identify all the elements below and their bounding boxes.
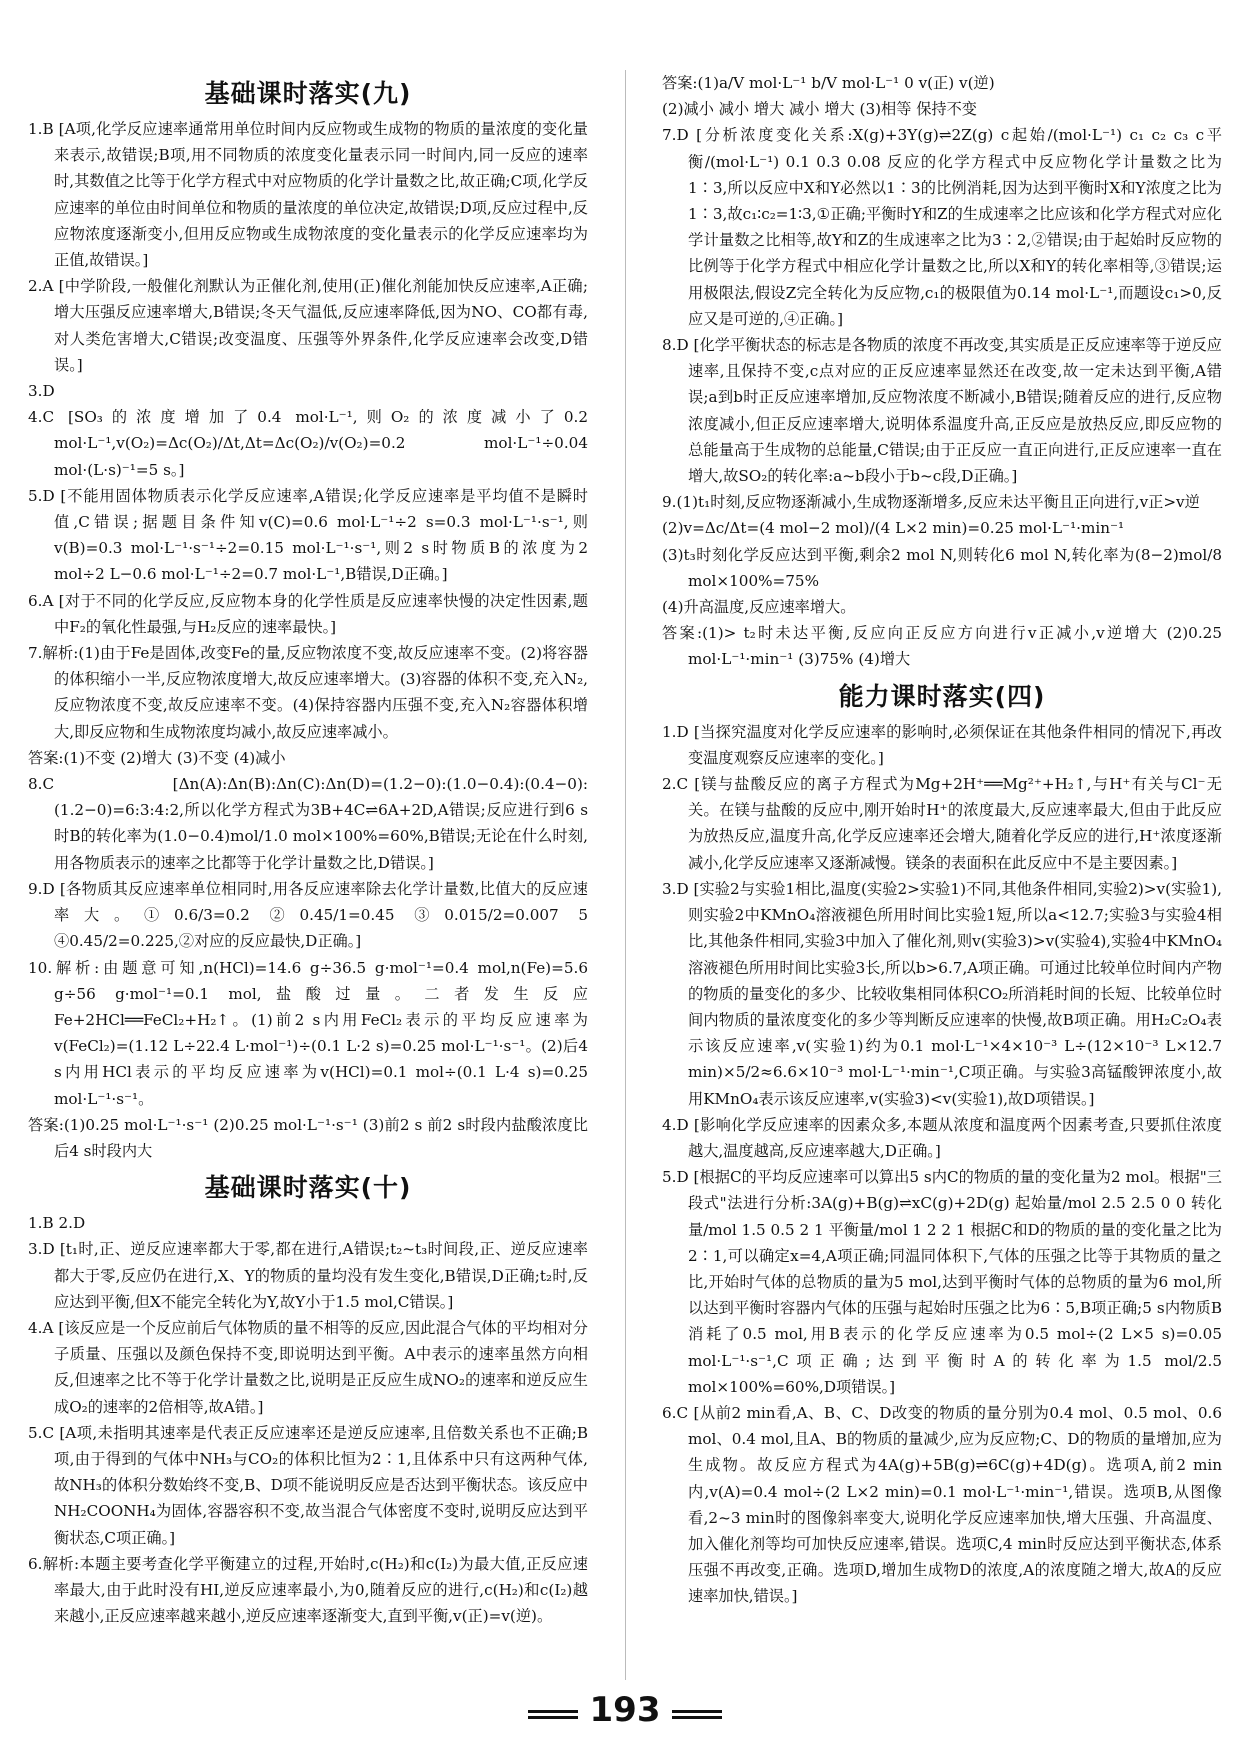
section-title-10: 基础课时落实(十) (204, 1173, 412, 1203)
answers-section-10-cont (662, 70, 1222, 673)
answer-item: 4.D [影响化学反应速率的因素众多,本题从浓度和温度两个因素考查,只要抓住浓度越大,温度越高,反应速率越大,D正确。] (662, 1115, 1222, 1160)
answer-item: 6.解析:本题主要考查化学平衡建立的过程,开始时,c(H₂)和c(I₂)为最大值,正反应速率最大,由于此时没有HI,逆反应速率最小,为0,随着反应的进行,c(H₂)和c(I₂)越来越小,正反应速率越来越小,逆反应速率逐渐变大,直到平衡,v(正)=v(逆)。 (28, 1554, 588, 1626)
footer-rule-right (672, 1710, 722, 1713)
answer-item: 9.D [各物质其反应速率单位相同时,用各反应速率除去化学计量数,比值大的反应速率大。①0.6/3=0.2 ②0.45/1=0.45 ③0.015/2=0.007 5 ④0.45/2=0.225,②对应的反应最快,D正确。] (28, 879, 588, 951)
page-footer (0, 1690, 1250, 1730)
column-divider (625, 70, 626, 1680)
answer-item: 7.解析:(1)由于Fe是固体,改变Fe的量,反应物浓度不变,故反应速率不变。(2)将容器的体积缩小一半,反应物浓度增大,故反应速率增大。(3)容器的体积不变,充入N₂,反应物浓度不变,故反应速率不变。(4)保持容器内压强不变,充入N₂容器体积增大,即反应物和生成物浓度均减小,故反应速率减小。 (28, 644, 588, 741)
answer-item: 5.D [根据C的平均反应速率可以算出5 s内C的物质的量的变化量为2 mol。根据"三段式"法进行分析:3A(g)+B(g)⇌xC(g)+2D(g) 起始量/mol 2.5 2.5 0 0 转化量/mol 1.5 0.5 2 1 平衡量/mol 1 2 2 1 根据C和D的物质的量的变化量之比为2∶1,可以确定x=4,A项正确;同温同体积下,气体的压强之比等于其物质的量之比,开始时气体的总物质的量为5 mol,达到平衡时气体的总物质的量为6 mol,所以达到平衡时容器内气体的压强与起始时压强之比为6∶5,B项正确;5 s内物质B消耗了0.5 mol,用B表示的化学反应速率为0.5 mol÷(2 L×5 s)=0.05 mol·L⁻¹·s⁻¹,C项正确;达到平衡时A的转化率为1.5 mol/2.5 mol×100%=60%,D项错误。] (662, 1168, 1222, 1396)
answer-item: (3)t₃时刻化学反应达到平衡,剩余2 mol N,则转化6 mol N,转化率为(8−2)mol/8 mol×100%=75% (662, 545, 1222, 590)
answer-item: 4.C [SO₃的浓度增加了0.4 mol·L⁻¹,则O₂的浓度减小了0.2 mol·L⁻¹,v(O₂)=Δc(O₂)/Δt,Δt=Δc(O₂)/v(O₂)=0.2 mol·L⁻¹÷0.04 mol·(L·s)⁻¹=5 s。] (28, 408, 588, 479)
answer-item: 3.D [实验2与实验1相比,温度(实验2>实验1)不同,其他条件相同,实验2)>v(实验1),则实验2中KMnO₄溶液褪色所用时间比实验1短,所以a<12.7;实验3与实验4相比,其他条件相同,实验3中加入了催化剂,则v(实验3)>v(实验4),实验4中KMnO₄溶液褪色所用时间比实验3长,所以b>6.7,A项正确。可通过比较单位时间内产物的物质的量变化的多少、比较收集相同体积CO₂所消耗时间的长短、比较单位时间内物质的量浓度变化的多少等判断反应速率的快慢,故B项正确。用H₂C₂O₄表示该反应速率,v(实验1)约为0.1 mol·L⁻¹×4×10⁻³ L÷(12×10⁻³ L×12.7 min)×5/2≈6.6×10⁻³ mol·L⁻¹·min⁻¹,C项正确。与实验3高锰酸钾浓度小,故用KMnO₄表示该反应速率,v(实验3)<v(实验1),故D项错误。] (662, 879, 1222, 1108)
section-title-9: 基础课时落实(九) (204, 79, 412, 108)
answer-item: 1.D [当探究温度对化学反应速率的影响时,必须保证在其他条件相同的情况下,再改变温度观察反应速率的变化。] (662, 722, 1222, 767)
answer-item: 5.D [不能用固体物质表示化学反应速率,A错误;化学反应速率是平均值不是瞬时值,C错误;据题目条件知v(C)=0.6 mol·L⁻¹÷2 s=0.3 mol·L⁻¹·s⁻¹,则v(B)=0.3 mol·L⁻¹·s⁻¹÷2=0.15 mol·L⁻¹·s⁻¹,则2 s时物质B的浓度为2 mol÷2 L−0.6 mol·L⁻¹÷2=0.7 mol·L⁻¹,B错误,D正确。] (28, 486, 588, 584)
right-column (662, 70, 1222, 1610)
answers-section-9 (28, 116, 588, 1164)
answers-ability-4 (662, 719, 1222, 1610)
answer-item: 4.A [该反应是一个反应前后气体物质的量不相等的反应,因此混合气体的平均相对分子质量、压强以及颜色保持不变,即说明达到平衡。A中表示的速率虽然方向相反,但速率之比不等于化学计量数之比,说明是正反应生成NO₂的速率和逆反应生成O₂的速率的2倍相等,故A错。] (28, 1318, 588, 1416)
answers-section-10 (28, 1210, 588, 1629)
answer-item: 3.D [t₁时,正、逆反应速率都大于零,都在进行,A错误;t₂~t₃时间段,正、逆反应速率都大于零,反应仍在进行,X、Y的物质的量均没有发生变化,B错误,D正确;t₂时,反应达到平衡,但X不能完全转化为Y,故Y小于1.5 mol,C错误。] (28, 1240, 588, 1311)
answer-item: 7.D [分析浓度变化关系:X(g)+3Y(g)⇌2Z(g) c起始/(mol·L⁻¹) c₁ c₂ c₃ c平衡/(mol·L⁻¹) 0.1 0.3 0.08 反应的化学方程式中反应物化学计量数之比为1∶3,所以反应中X和Y必然以1∶3的比例消耗,因为达到平衡时X和Y浓度之比为1∶3,故c₁∶c₂=1∶3,①正确;平衡时Y和Z的生成速率之比应该和化学方程式对应化学计量数之比相等,故Y和Z的生成速率之比为3∶2,②错误;由于起始时反应物的比例等于化学方程式中相应化学计量数之比,所以X和Y的转化率相等,③错误;运用极限法,假设Z完全转化为反应物,c₁的极限值为0.14 mol·L⁻¹,而题设c₁>0,反应又是可逆的,④正确。] (662, 126, 1222, 328)
section-title-ability-4: 能力课时落实(四) (838, 681, 1046, 711)
answer-item: 1.B [A项,化学反应速率通常用单位时间内反应物或生成物的物质的量浓度的变化量来表示,故错误;B项,用不同物质的浓度变化量表示同一时间内,同一反应的速率时,其数值之比等于化学方程式中对应物质的化学计量数之比,故正确;C项,化学反应速率的单位由时间单位和物质的量浓度的单位决定,故错误;D项,反应过程中,反应物浓度逐渐变小,但用反应物或生成物浓度的变化量表示的化学反应速率均为正值,故错误。] (28, 120, 588, 270)
answer-item: 10.解析:由题意可知,n(HCl)=14.6 g÷36.5 g·mol⁻¹=0.4 mol,n(Fe)=5.6 g÷56 g·mol⁻¹=0.1 mol,盐酸过量。二者发生反应Fe+2HCl══FeCl₂+H₂↑。(1)前2 s内用FeCl₂表示的平均反应速率为v(FeCl₂)=(1.12 L÷22.4 L·mol⁻¹)÷(0.1 L·2 s)=0.25 mol·L⁻¹·s⁻¹。(2)后4 s内用HCl表示的平均反应速率为v(HCl)=0.1 mol÷(0.1 L·4 s)=0.25 mol·L⁻¹·s⁻¹。 (28, 958, 588, 1108)
page-number: 193 (589, 1690, 661, 1730)
answer-item: 8.C [Δn(A):Δn(B):Δn(C):Δn(D)=(1.2−0):(1.0−0.4):(0.4−0):(1.2−0)=6:3:4:2,所以化学方程式为3B+4C⇌6A+2D,A错误;反应进行到6 s时B的转化率为(1.0−0.4)mol/1.0 mol×100%=60%,B错误;无论在什么时刻,用各物质表示的速率之比都等于化学计量数之比,D错误。] (28, 775, 588, 872)
answer-item: 2.A [中学阶段,一般催化剂默认为正催化剂,使用(正)催化剂能加快反应速率,A正确;增大压强反应速率增大,B错误;冬天气温低,反应速率降低,因为NO、CO都有毒,对人类危害增大,C错误;改变温度、压强等外界条件,化学反应速率会改变,D错误。] (28, 277, 588, 374)
answer-item: 答案:(1)a/V mol·L⁻¹ b/V mol·L⁻¹ 0 v(正) v(逆) (662, 74, 995, 92)
answer-item: 答案:(1)0.25 mol·L⁻¹·s⁻¹ (2)0.25 mol·L⁻¹·s⁻¹ (3)前2 s 前2 s时段内盐酸浓度比后4 s时段内大 (28, 1115, 588, 1160)
answer-item: (2)v=Δc/Δt=(4 mol−2 mol)/(4 L×2 min)=0.25 mol·L⁻¹·min⁻¹ (662, 519, 1125, 538)
answer-item: 5.C [A项,未指明其速率是代表正反应速率还是逆反应速率,且倍数关系也不正确;B项,由于得到的气体中NH₃与CO₂的体积比恒为2∶1,且体系中只有这两种气体,故NH₃的体积分数始终不变,B、D项不能说明反应是否达到平衡状态。该反应中NH₂COONH₄为固体,容器容积不变,故当混合气体密度不变时,说明反应达到平衡状态,C项正确。] (28, 1423, 588, 1547)
answer-item: 2.C [镁与盐酸反应的离子方程式为Mg+2H⁺══Mg²⁺+H₂↑,与H⁺有关与Cl⁻无关。在镁与盐酸的反应中,刚开始时H⁺的浓度最大,反应速率最大,但由于此反应为放热反应,温度升高,化学反应速率还会增大,随着化学反应的进行,H⁺浓度逐渐减小,化学反应速率又逐渐减慢。镁条的表面积在此反应中不是主要因素。] (662, 775, 1222, 872)
left-column (28, 70, 588, 1629)
answer-item: (4)升高温度,反应速率增大。 (662, 598, 856, 617)
answer-item: 答案:(1)> t₂时未达平衡,反应向正反应方向进行v正减小,v逆增大 (2)0.25 mol·L⁻¹·min⁻¹ (3)75% (4)增大 (662, 624, 1222, 669)
answer-item: 9.(1)t₁时刻,反应物逐渐减小,生成物逐渐增多,反应未达平衡且正向进行,v正>v逆 (662, 493, 1200, 512)
answer-item: (2)减小 减小 增大 减小 增大 (3)相等 保持不变 (662, 100, 977, 119)
answer-item: 1.B 2.D (28, 1214, 86, 1233)
footer-rule-left (528, 1710, 578, 1713)
answer-item: 6.C [从前2 min看,A、B、C、D改变的物质的量分别为0.4 mol、0.5 mol、0.6 mol、0.4 mol,且A、B的物质的量减少,应为反应物;C、D的物质的量增加,应为生成物。故反应方程式为4A(g)+5B(g)⇌6C(g)+4D(g)。选项A,前2 min内,v(A)=0.4 mol÷(2 L×2 min)=0.1 mol·L⁻¹·min⁻¹,错误。选项B,从图像看,2~3 min时的图像斜率变大,说明化学反应速率加快,增大压强、升高温度、加入催化剂等均可加快反应速率,错误。选项C,4 min时反应达到平衡状态,体系压强不再改变,正确。选项D,增加生成物D的浓度,A的浓度随之增大,故A的反应速率加快,错误。] (662, 1403, 1222, 1606)
answer-item: 3.D (28, 382, 55, 401)
answer-item: 6.A [对于不同的化学反应,反应物本身的化学性质是反应速率快慢的决定性因素,题中F₂的氧化性最强,与H₂反应的速率最快。] (28, 591, 588, 636)
answer-item: 8.D [化学平衡状态的标志是各物质的浓度不再改变,其实质是正反应速率等于逆反应速率,且保持不变,c点对应的正反应速率显然还在改变,故一定未达到平衡,A错误;a到b时正反应速率增加,反应物浓度不断减小,B错误;随着反应的进行,反应物浓度减小,但正反应速率增大,说明体系温度升高,正反应是放热反应,即反应物的总能量高于生成物的总能量,C错误;由于正反应一直正向进行,正反应速率一直在增大,故SO₂的转化率:a~b段小于b~c段,D正确。] (662, 336, 1222, 486)
answer-item: 答案:(1)不变 (2)增大 (3)不变 (4)减小 (28, 748, 286, 767)
